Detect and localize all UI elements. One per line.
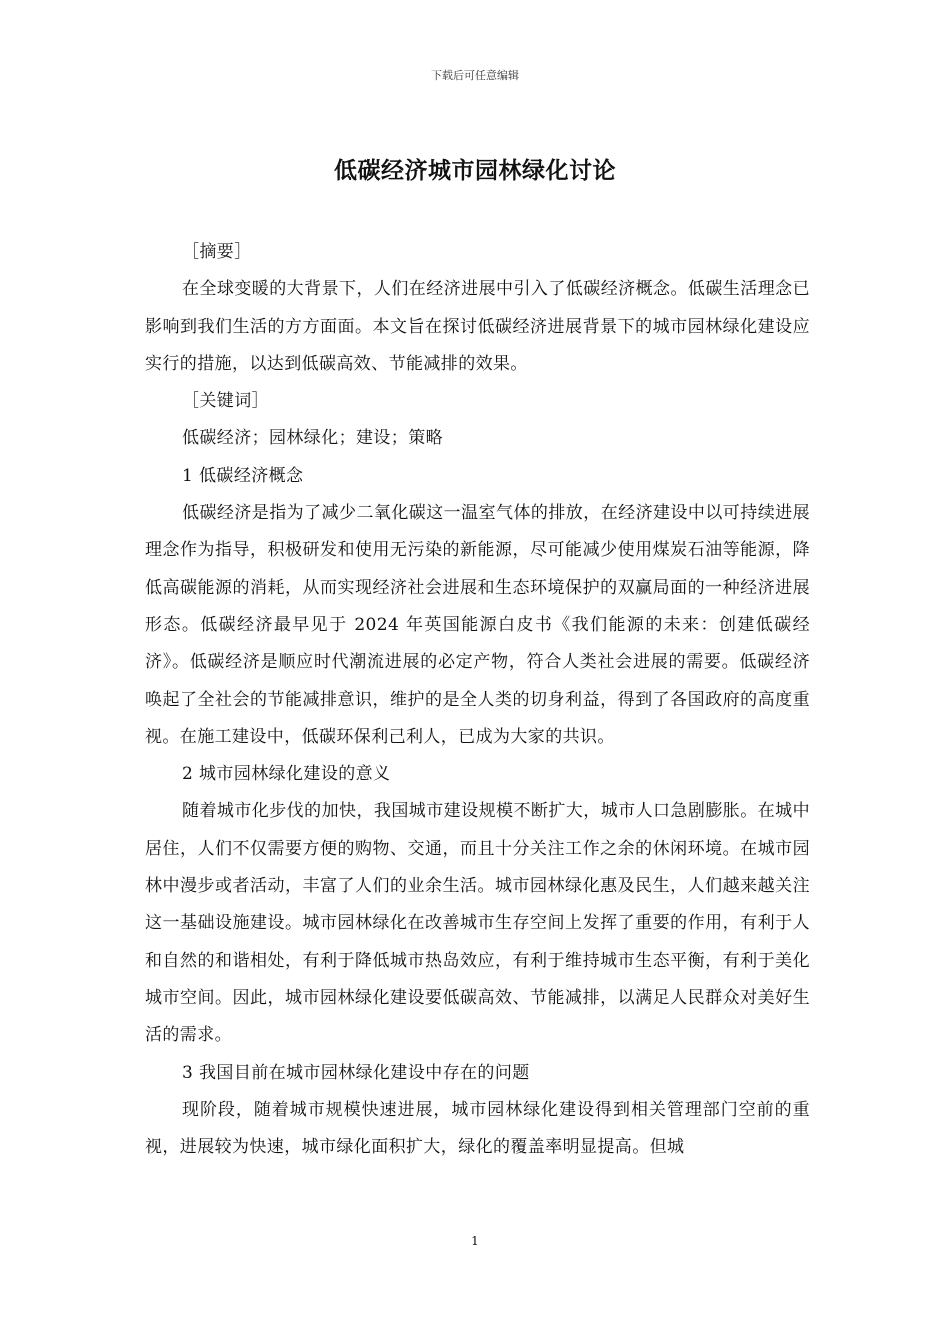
section-heading-2: 2 城市园林绿化建设的意义 [182, 764, 391, 785]
section-paragraph-1: 低碳经济是指为了减少二氧化碳这一温室气体的排放，在经济建设中以可持续进展理念作为指导，积极研发和使用无污染的新能源，尽可能减少使用煤炭石油等能源，降低高碳能源的消耗，从而实现经济社会进展和生态环境保护的双赢局面的一种经济进展形态。低碳经济最早见于 2024 年英国能源白皮书《我们能源的未来：创建低碳经济》。低碳经济是顺应时代潮流进展的必定产物，符合人类社会进展的需要。低碳经济唤起了全社会的节能减排意识，维护的是全人类的切身利益，得到了各国政府的高度重视。在施工建设中，低碳环保利己利人，已成为大家的共识。 [145, 503, 810, 747]
page-number: 1 [471, 1234, 479, 1248]
keywords-label: ［关键词］ [182, 391, 269, 412]
document-body [145, 234, 810, 1166]
section-paragraph-2: 随着城市化步伐的加快，我国城市建设规模不断扩大，城市人口急剧膨胀。在城中居住，人们不仅需要方便的购物、交通，而且十分关注工作之余的休闲环境。在城市园林中漫步或者活动，丰富了人们的业余生活。城市园林绿化惠及民生，人们越来越关注这一基础设施建设。城市园林绿化在改善城市生存空间上发挥了重要的作用，有利于人和自然的和谐相处，有利于降低城市热岛效应，有利于维持城市生态平衡，有利于美化城市空间。因此，城市园林绿化建设要低碳高效、节能减排，以满足人民群众对美好生活的需求。 [145, 801, 810, 1046]
header-note: 下载后可任意编辑 [431, 69, 519, 82]
abstract-label: ［摘要］ [182, 242, 252, 262]
section-heading-1: 1 低碳经济概念 [182, 465, 304, 486]
keywords-paragraph: 低碳经济；园林绿化；建设；策略 [182, 428, 443, 449]
section-heading-3: 3 我国目前在城市园林绿化建设中存在的问题 [182, 1062, 530, 1083]
document-title: 低碳经济城市园林绿化讨论 [334, 157, 616, 184]
section-paragraph-3: 现阶段，随着城市规模快速进展，城市园林绿化建设得到相关管理部门空前的重视，进展较为快速，城市绿化面积扩大，绿化的覆盖率明显提高。但城 [145, 1099, 810, 1158]
abstract-paragraph: 在全球变暖的大背景下，人们在经济进展中引入了低碳经济概念。低碳生活理念已影响到我们生活的方方面面。本文旨在探讨低碳经济进展背景下的城市园林绿化建设应实行的措施，以达到低碳高效、节能减排的效果。 [145, 279, 810, 374]
